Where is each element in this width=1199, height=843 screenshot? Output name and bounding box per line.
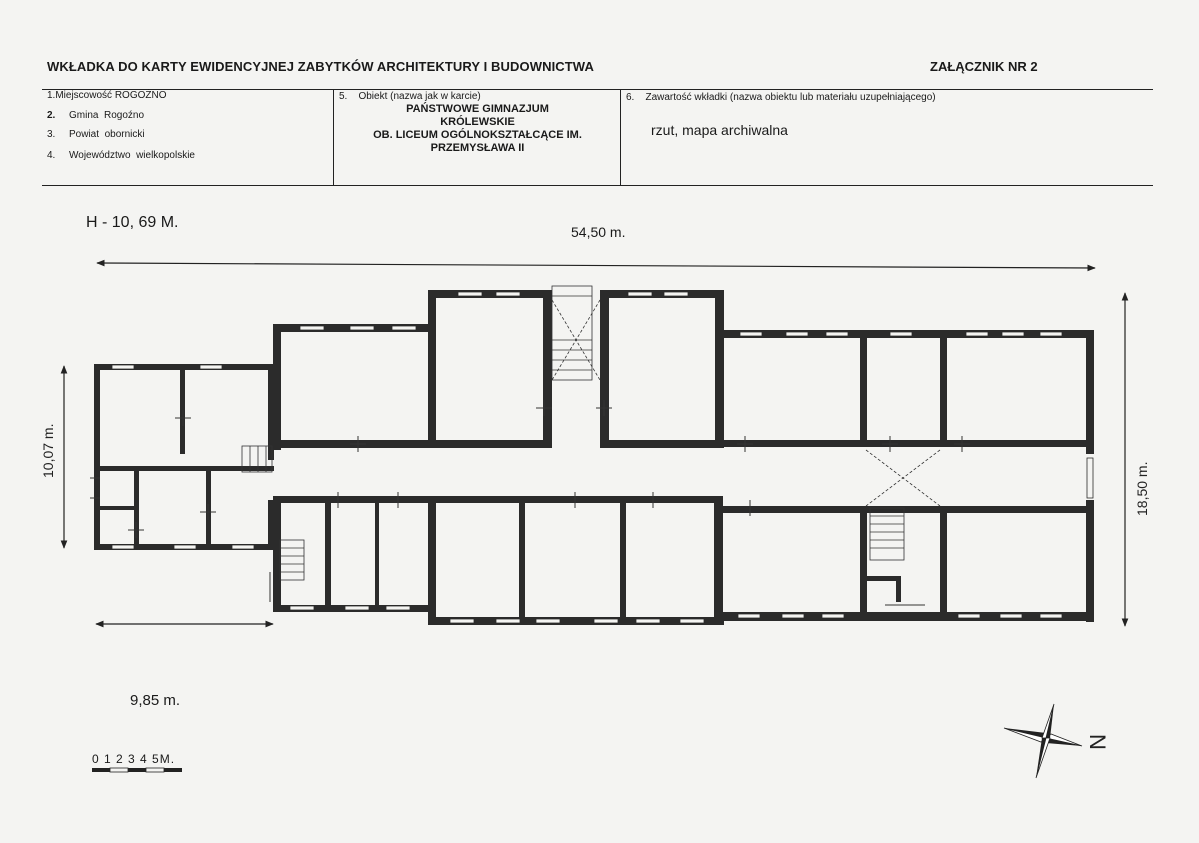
object-name-line: PAŃSTWOWE GIMNAZJUM (406, 103, 549, 115)
row-number: 4. (47, 150, 56, 161)
contents-value: rzut, mapa archiwalna (651, 122, 788, 138)
annex-number: ZAŁĄCZNIK NR 2 (930, 59, 1038, 74)
plan-walls (94, 290, 1094, 625)
object-number: 5. (339, 91, 348, 102)
scale-bar (92, 768, 182, 772)
row-label: Miejscowość (55, 90, 113, 101)
row-value: Rogoźno (104, 110, 145, 121)
row-value: wielkopolskie (136, 150, 195, 161)
document-title: WKŁADKA DO KARTY EWIDENCYJNEJ ZABYTKÓW ARCHITEKTURY I BUDOWNICTWA (47, 59, 594, 74)
row-label: Województwo (69, 150, 131, 161)
row-number: 3. (47, 129, 56, 140)
scale-label: 0 1 2 3 4 5M. (92, 752, 176, 766)
wing-width-label: 9,85 m. (130, 692, 181, 709)
row-value: obornicki (104, 129, 145, 140)
object-label-text: Obiekt (nazwa jak w karcie) (358, 91, 481, 102)
row-number: 1. (47, 90, 56, 101)
building-height-label: H - 10, 69 M. (86, 214, 179, 231)
row-number: 2. (47, 110, 56, 121)
left-width-label: 10,07 m. (40, 423, 56, 478)
right-width-label: 18,50 m. (1134, 461, 1150, 516)
row-label: Powiat (69, 129, 100, 140)
overall-length-label: 54,50 m. (571, 224, 626, 240)
object-name-line: KRÓLEWSKIE (440, 116, 515, 128)
north-label: N (1085, 734, 1110, 750)
object-name-line: PRZEMYSŁAWA II (430, 142, 525, 154)
object-name-line: OB. LICEUM OGÓLNOKSZTAŁCĄCE IM. (373, 129, 582, 141)
north-arrow-icon (1004, 704, 1082, 778)
row-value: ROGOŻNO (114, 90, 167, 101)
contents-label-text: Zawartość wkładki (nazwa obiektu lub materiału uzupełniającego) (645, 92, 936, 103)
row-label: Gmina (69, 110, 99, 121)
length-dimension-line (97, 263, 1095, 268)
contents-number: 6. (626, 92, 635, 103)
